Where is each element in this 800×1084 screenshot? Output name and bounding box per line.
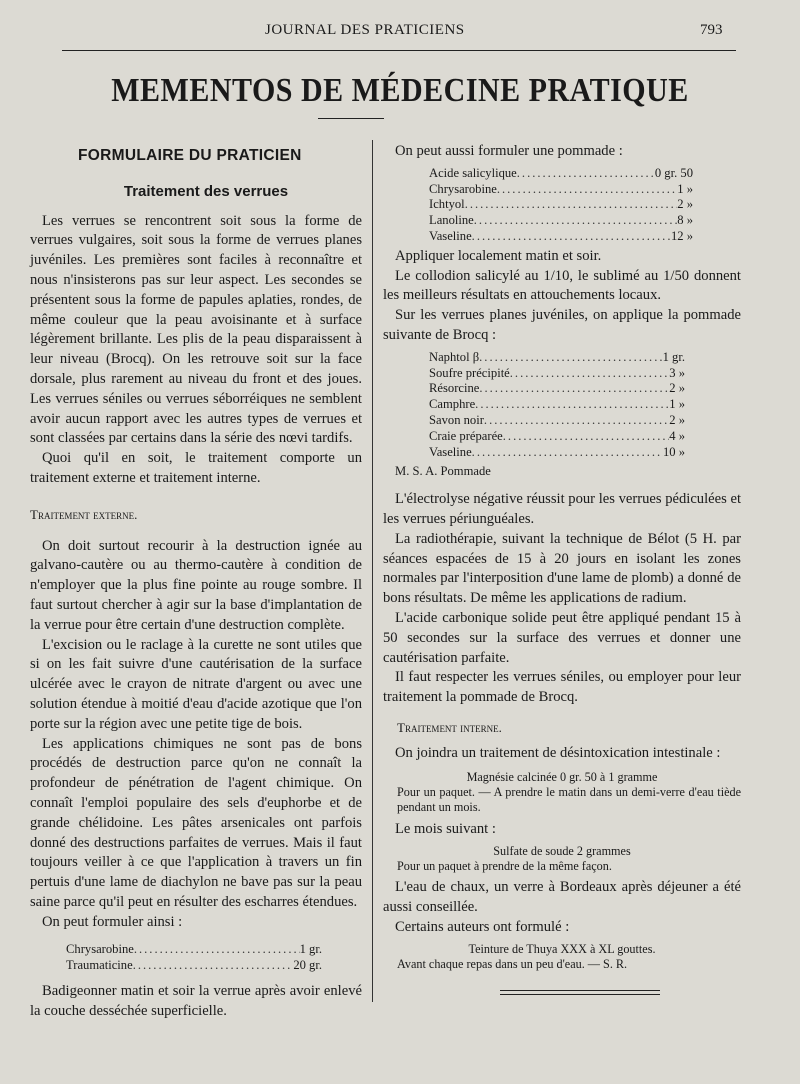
paragraph: On doit surtout recourir à la destruction ignée au galvano-cautère ou au thermo-cautère à condition de n'employer que la plus fine pointe au rouge sombre. Il faut surtout chercher à agir sur la base d'implantation de la verrue pour être certain d'une destruction complète. — [30, 537, 362, 633]
running-head — [0, 20, 800, 42]
internal-treatment-heading: Traitement interne. — [397, 719, 502, 735]
prescription-line: Sulfate de soude 2 grammes — [493, 843, 631, 858]
page-number: 793 — [700, 22, 723, 38]
formula-row: Craie préparée ..... 4 » — [429, 429, 685, 445]
paragraph: On peut aussi formuler une pommade : — [395, 143, 623, 159]
external-treatment-heading: Traitement externe. — [30, 506, 138, 522]
formula-row: Chrysarobine ..... 1 » — [429, 182, 693, 198]
header-rule — [62, 50, 736, 51]
end-rule — [500, 990, 660, 991]
paragraph: Appliquer localement matin et soir. — [395, 247, 602, 264]
msa-note: M. S. A. Pommade — [395, 464, 491, 479]
formula-row: Traumaticine ..... 20 gr. — [66, 958, 322, 974]
left-column — [30, 146, 362, 1022]
formula-row: Naphtol β ..... 1 gr. — [429, 350, 685, 366]
paragraph: On joindra un traitement de désintoxication intestinale : — [395, 744, 721, 761]
paragraph: Les verrues se rencontrent soit sous la forme de verrues vulgaires, soit sous la forme de verrues planes juvéniles. Les premières sont faciles à reconnaître et nous n'insisterons pas sur leur aspect. Les secondes se présentent sous la forme de papules aplaties, rondes, de même couleur que la peau avoisinante et à surface légèrement brillante. Les plis de la peau disparaissent à leur niveau (Brocq). On les retrouve soit sur la face dorsale, plus rarement au niveau du front et des joues. Les verrues séniles ou verrues séborréiques ne semblent avoir aucun rapport avec les autres types de verrues et sont classées par certains dans la série des nœvi tardifs. — [30, 212, 362, 447]
prescription-line: Teinture de Thuya XXX à XL gouttes. — [468, 941, 656, 956]
column-divider — [372, 140, 373, 1002]
paragraph: L'électrolyse négative réussit pour les verrues pédiculées et les verrues périunguéales. — [383, 491, 741, 527]
formula-row: Vaseline ..... 10 » — [429, 445, 685, 461]
section-heading: FORMULAIRE DU PRATICIEN — [78, 147, 302, 164]
paragraph: Le collodion salicylé au 1/10, le sublimé au 1/50 donnent les meilleurs résultats en attouchements locaux. — [383, 267, 741, 304]
paragraph: L'excision ou le raclage à la curette ne sont utiles que si on les fait suivre d'une cautérisation de la surface ulcérée avec le crayon de nitrate d'argent ou avec une solution étendue à moitié d'eau d'acide azotique que l'on porte sur la région avec une petite tige de bois. — [30, 636, 362, 732]
paragraph: L'eau de chaux, un verre à Bordeaux après déjeuner a été aussi conseillée. — [383, 879, 741, 916]
paragraph: L'acide carbonique solide peut être appliqué pendant 15 à 50 secondes sur la surface des verrues et donner une cautérisation parfaite. — [383, 609, 741, 666]
formula-row: Savon noir ..... 2 » — [429, 413, 685, 429]
prescription-note: Pour un paquet. — A prendre le matin dans un demi-verre d'eau tiède pendant un mois. — [397, 784, 741, 815]
formula-row: Acide salicylique ..... 0 gr. 50 — [429, 166, 693, 182]
formula-brocq — [429, 350, 685, 461]
paragraph: Il faut respecter les verrues séniles, ou employer pour leur traitement la pommade de Brocq. — [383, 669, 741, 706]
formula-row: Chrysarobine ..... 1 gr. — [66, 942, 322, 958]
formula-row: Lanoline ..... 8 » — [429, 213, 693, 229]
paragraph: Sur les verrues planes juvéniles, on applique la pommade suivante de Brocq : — [383, 307, 741, 343]
subsection-heading: Traitement des verrues — [123, 182, 289, 200]
title-rule — [318, 118, 384, 119]
paragraph: Les applications chimiques ne sont pas de bons procédés de destruction parce qu'on ne connaît la profondeur de pénétration de l'agent chimique. On connaît l'emploi populaire des sels d'euphorbe et de grande chélidoine. Les pâtes arsenicales ont parfois donné des destructions parfaites de verrues. Mais il faut toujours veiller à ce que l'application à travers un fin pertuis d'une lame de diachylon ne bave pas sur la peau saine parce qu'il peut en résulter des escharres étendues. — [30, 735, 362, 910]
formula-chrysarobine — [66, 942, 322, 974]
paragraph: Quoi qu'il en soit, le traitement comporte un traitement externe et traitement interne. — [30, 450, 362, 486]
journal-title: JOURNAL DES PRATICIENS — [265, 22, 465, 38]
right-column — [383, 142, 741, 973]
prescription-note: Pour un paquet à prendre de la même façon. — [397, 858, 612, 873]
formula-row: Camphre ..... 1 » — [429, 397, 685, 413]
paragraph: On peut formuler ainsi : — [42, 913, 183, 930]
prescription-note: Avant chaque repas dans un peu d'eau. — S. R. — [397, 957, 628, 972]
formula-row: Vaseline ..... 12 » — [429, 229, 693, 245]
formula-row: Ichtyol ..... 2 » — [429, 197, 693, 213]
paragraph: Certains auteurs ont formulé : — [395, 918, 570, 935]
paragraph: Le mois suivant : — [395, 820, 496, 837]
formula-row: Soufre précipité ..... 3 » — [429, 366, 685, 382]
paragraph: La radiothérapie, suivant la technique de Bélot (5 H. par séances espacées de 15 à 20 jours en isolant les zones normales par l'interposition d'une lame de plomb) a donné de bons résultats. De même les applications de radium. — [383, 530, 741, 607]
end-rule — [500, 994, 660, 995]
prescription-line: Magnésie calcinée 0 gr. 50 à 1 gramme — [466, 769, 658, 784]
formula-pommade — [429, 166, 693, 245]
paragraph: Badigeonner matin et soir la verrue après avoir enlevé la couche desséchée superficielle. — [30, 983, 362, 1019]
main-title: MEMENTOS DE MÉDECINE PRATIQUE — [111, 71, 689, 109]
formula-row: Résorcine ..... 2 » — [429, 381, 685, 397]
